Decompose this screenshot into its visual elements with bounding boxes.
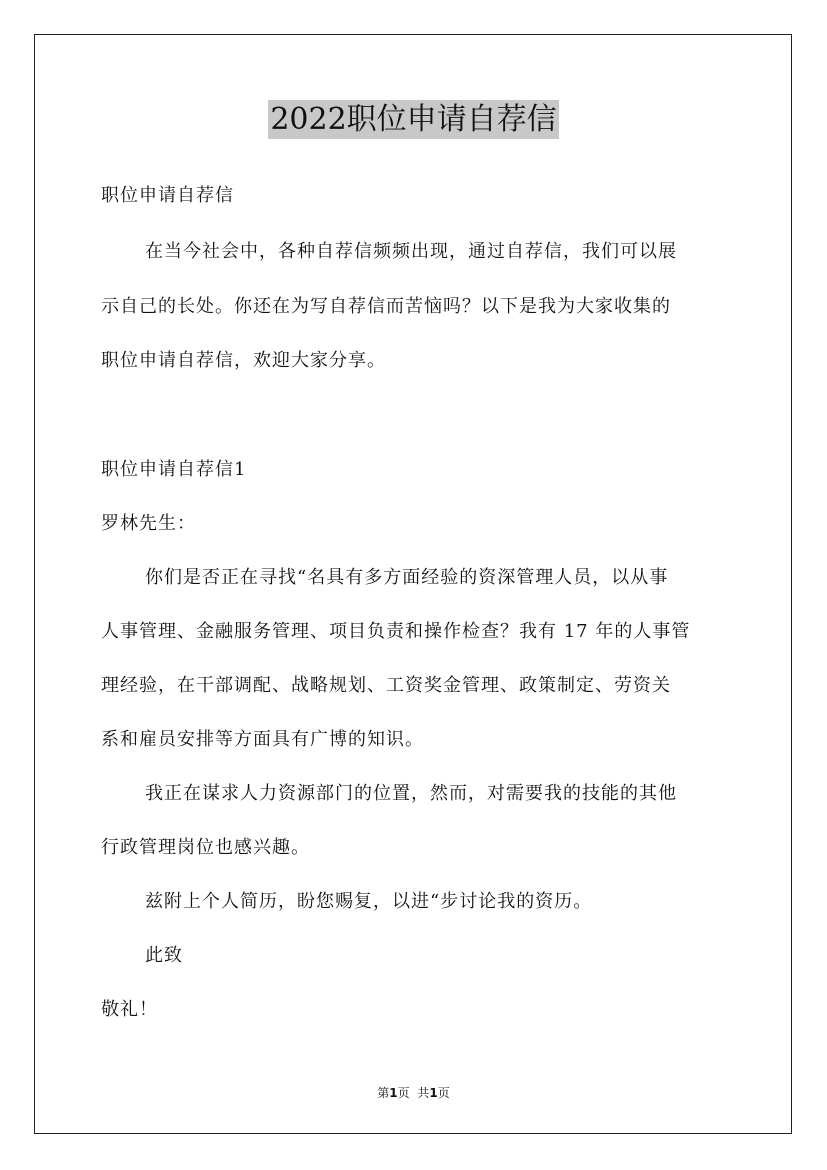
intro-line-3: 职位申请自荐信，欢迎大家分享。 [101, 350, 386, 371]
footer-total-suffix: 页 [437, 1086, 450, 1100]
footer-page-prefix: 第 [377, 1086, 390, 1100]
para1-line-1: 你们是否正在寻找“名具有多方面经验的资深管理人员，以从事 [145, 567, 669, 588]
intro-line-2: 示自己的长处。你还在为写自荐信而苦恼吗？以下是我为大家收集的 [101, 296, 671, 317]
subtitle: 职位申请自荐信 [101, 185, 234, 206]
footer-page-number: 1 [389, 1086, 398, 1100]
para2-line-1: 我正在谋求人力资源部门的位置，然而，对需要我的技能的其他 [145, 783, 677, 804]
document-title [0, 100, 827, 140]
footer-page-suffix: 页 [397, 1086, 410, 1100]
para3: 兹附上个人简历，盼您赐复，以进“步讨论我的资历。 [145, 891, 593, 912]
footer-total-prefix: 共 [417, 1086, 430, 1100]
section-heading: 职位申请自荐信1 [101, 459, 247, 480]
para1-line-4: 系和雇员安排等方面具有广博的知识。 [101, 729, 424, 750]
footer-total-number: 1 [429, 1086, 438, 1100]
para2-line-2: 行政管理岗位也感兴趣。 [101, 837, 310, 858]
para1-line-2: 人事管理、金融服务管理、项目负责和操作检查？我有 17 年的人事管 [101, 621, 691, 642]
title-text: 2022职位申请自荐信 [270, 102, 557, 137]
salutation: 罗林先生： [101, 513, 196, 534]
closing-1: 此致 [145, 945, 183, 966]
intro-line-1: 在当今社会中，各种自荐信频频出现，通过自荐信，我们可以展 [145, 241, 677, 262]
page-footer [0, 1084, 827, 1101]
para1-line-3: 理经验，在干部调配、战略规划、工资奖金管理、政策制定、劳资关 [101, 675, 671, 696]
closing-2: 敬礼！ [101, 999, 158, 1020]
